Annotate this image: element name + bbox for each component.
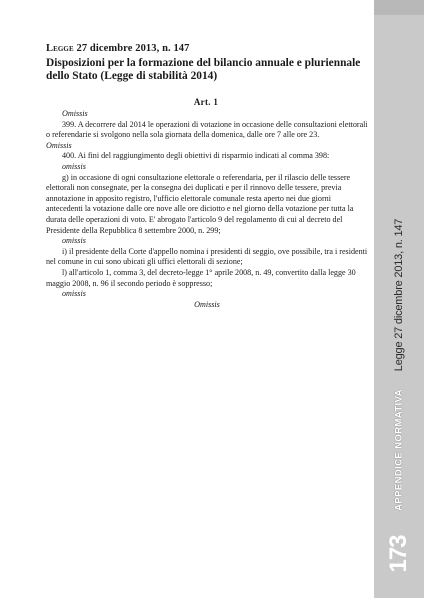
law-prefix: Legge [46,43,74,54]
running-title-text: Legge 27 dicembre 2013, n. 147 [393,218,405,372]
paragraph-letter-l: l) all'articolo 1, comma 3, del decreto-legge 1° aprile 2008, n. 49, convertito dalla legge 30 maggio 2008, n. 96 il secondo periodo è soppresso; [46,267,356,288]
omissis-note: Omissis [194,299,220,309]
page-number [374,528,424,580]
section-label-text: APPENDICE NORMATIVA [393,389,405,511]
side-tab-top [374,0,424,15]
page-number-text: 173 [385,535,412,573]
running-title [374,210,424,380]
omissis-note: Omissis [46,140,72,150]
section-label [374,390,424,510]
paragraph-comma-399: 399. A decorrere dal 2014 le operazioni di votazione in occasione delle consultazioni elettorali o referendarie si svolgono nella sola giornata della domenica, dalle ore 7 alle ore 23. [46,119,368,140]
omissis-note: omissis [62,289,86,299]
paragraph-letter-g: g) in occasione di ogni consultazione elettorale o referendaria, per il rilascio delle tessere elettorali non consegnate, per la consegna dei duplicati e per il rinnovo delle tessere, previa annotazione in apposito registro, l'ufficio elettorale comunale resta aperto nei due giorni antecedenti la votazione dalle ore nove alle ore diciotto e nel giorno della votazione per tutta la durata delle operazioni di voto. E' abrogato l'articolo 9 del regolamento di cui al decreto del Presidente della Repubblica 8 settembre 2000, n. 299; [46,172,354,235]
document-title: Disposizioni per la formazione del bilancio annuale e pluriennale dello Stato (Legge di stabilità 2014) [46,57,361,82]
law-date-number: 27 dicembre 2013, n. 147 [76,43,190,54]
paragraph-comma-400: 400. Ai fini del raggiungimento degli obiettivi di risparmio indicati al comma 398: [62,151,330,161]
law-reference [46,43,356,54]
article-heading: Art. 1 [193,97,219,107]
omissis-note: Omissis [62,109,88,118]
omissis-note: omissis [62,236,86,246]
omissis-note: omissis [62,161,86,171]
document-body [46,109,368,310]
paragraph-letter-i: i) il presidente della Corte d'appello nomina i presidenti di seggio, ove possibile, tra i residenti nel comune in cui sono ubicati gli uffici elettorali di sezione; [46,246,368,267]
